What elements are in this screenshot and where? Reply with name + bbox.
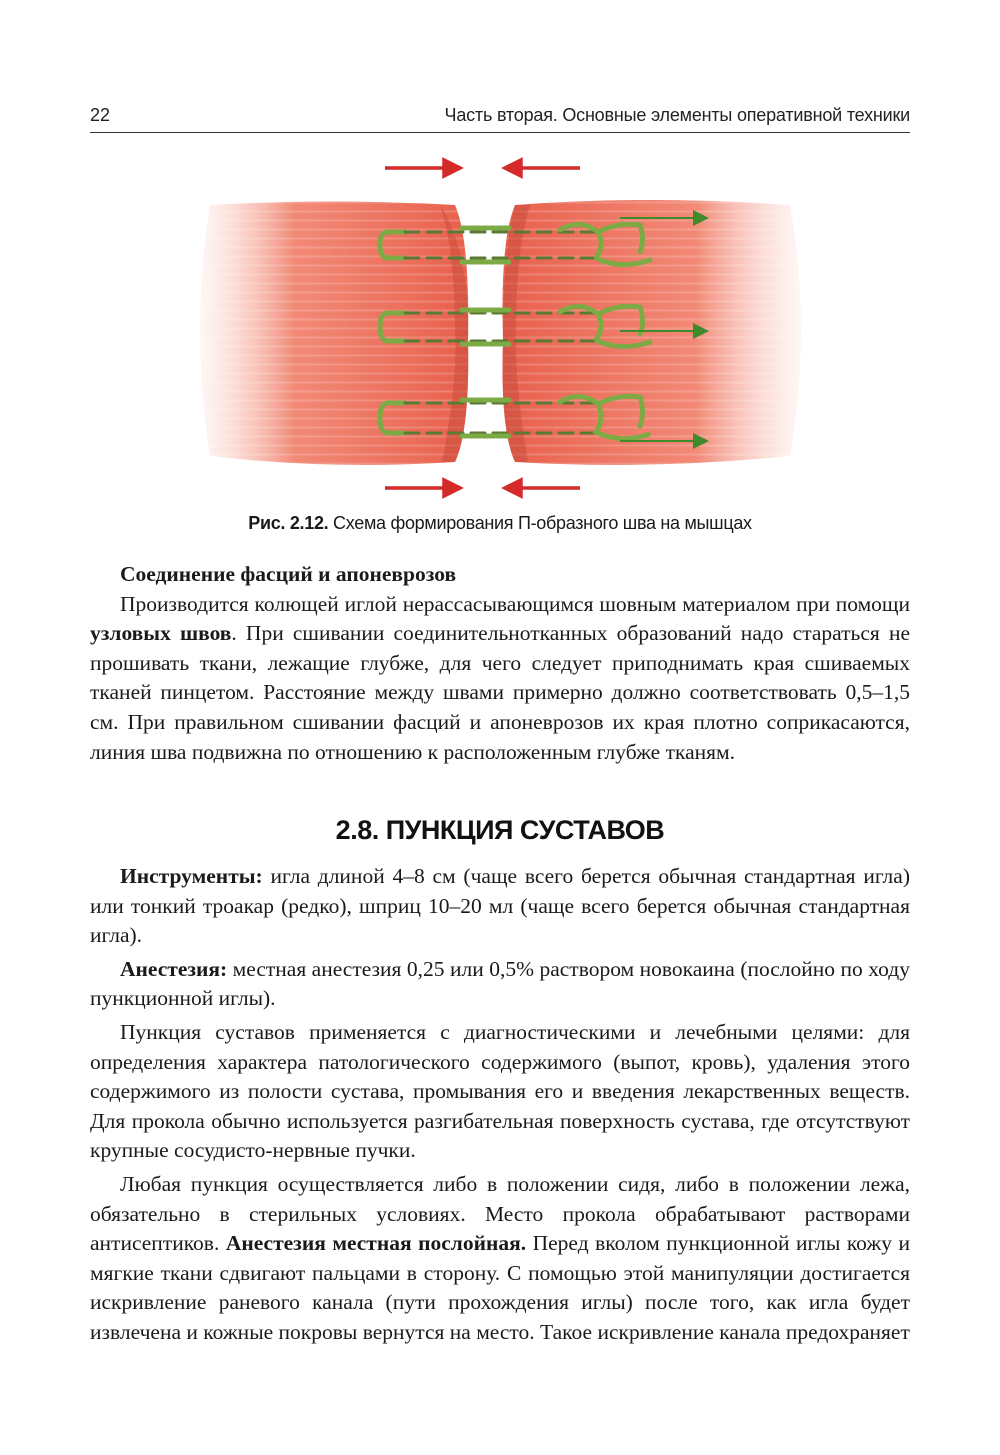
header-rule xyxy=(90,132,910,133)
red-arrow-bottom-left xyxy=(385,480,460,496)
section-title: 2.8. ПУНКЦИЯ СУСТАВОВ xyxy=(335,815,665,845)
red-arrow-top-right xyxy=(505,160,580,176)
anesthesia-label: Анестезия: xyxy=(120,956,228,981)
fascia-text-a: Производится колющей иглой нерассасывающимся шовным материалом при помощи xyxy=(120,591,910,616)
fascia-block xyxy=(90,560,910,767)
procedure-bold: Анестезия местная послойная. xyxy=(225,1231,527,1256)
procedure-text-a: Любая пункция осуществляется либо в положении сидя, либо в положении лежа, обязательно в стерильных условиях. Место прокола обрабатывают растворами антисептиков. xyxy=(90,1171,910,1256)
figure-caption xyxy=(0,513,1000,534)
fascia-text-b: . При сшивании соединительнотканных образований надо стараться не прошивать ткани, лежащие глубже, для чего следует приподнимать края сшиваемых тканей пинцетом. Расстояние между швами примерно должно соответствовать 0,5–1,5 см. При правильном сшивании фасций и апоневрозов их края плотно соприкасаются, линия шва подвижна по отношению к расположенным глубже тканям. xyxy=(90,621,910,764)
red-arrow-bottom-right xyxy=(505,480,580,496)
suture-diagram xyxy=(0,150,1000,510)
puncture-block xyxy=(90,862,910,1348)
red-arrow-top-left xyxy=(385,160,460,176)
caption-text: Схема формирования П-образного шва на мышцах xyxy=(328,513,752,533)
caption-label: Рис. 2.12. xyxy=(248,513,329,533)
fascia-paragraph xyxy=(90,590,910,768)
instruments-text: игла длиной 4–8 см (чаще всего берется обычная стандартная игла) или тонкий троакар (редко), шприц 10–20 мл (чаще всего берется обычная стандартная игла). xyxy=(90,864,910,948)
procedure-paragraph xyxy=(90,1170,910,1348)
fascia-bold: узловых швов xyxy=(90,621,232,646)
anesthesia-paragraph xyxy=(90,955,910,1014)
instruments-label: Инструменты: xyxy=(120,864,263,888)
running-header xyxy=(90,103,910,131)
instruments-paragraph xyxy=(90,862,910,951)
purpose-paragraph: Пункция суставов применяется с диагностическими и лечебными целями: для определения характера патологического содержимого (выпот, кровь), удаления этого содержимого из полости сустава, промывания его и введения лекарственных веществ. Для прокола обычно используется разгибательная поверхность сустава, где отсутствуют крупные сосудисто-нервные пучки. xyxy=(90,1019,910,1163)
fascia-heading: Соединение фасций и апоневрозов xyxy=(120,562,457,586)
procedure-text-b: Перед вколом пункционной иглы кожу и мягкие ткани сдвигают пальцами в сторону. С помощью этой манипуляции достигается искривление раневого канала (пути прохождения иглы) после того, как игла будет извлечена и кожные покровы вернутся на место. Такое искривление канала предохраняет xyxy=(90,1231,910,1344)
anesthesia-text: местная анестезия 0,25 или 0,5% раствором новокаина (послойно по ходу пункционной иглы). xyxy=(90,956,910,1011)
page-number: 22 xyxy=(90,105,111,125)
figure-muscle-suture xyxy=(0,150,1000,510)
running-title: Часть вторая. Основные элементы оперативной техники xyxy=(444,105,910,125)
